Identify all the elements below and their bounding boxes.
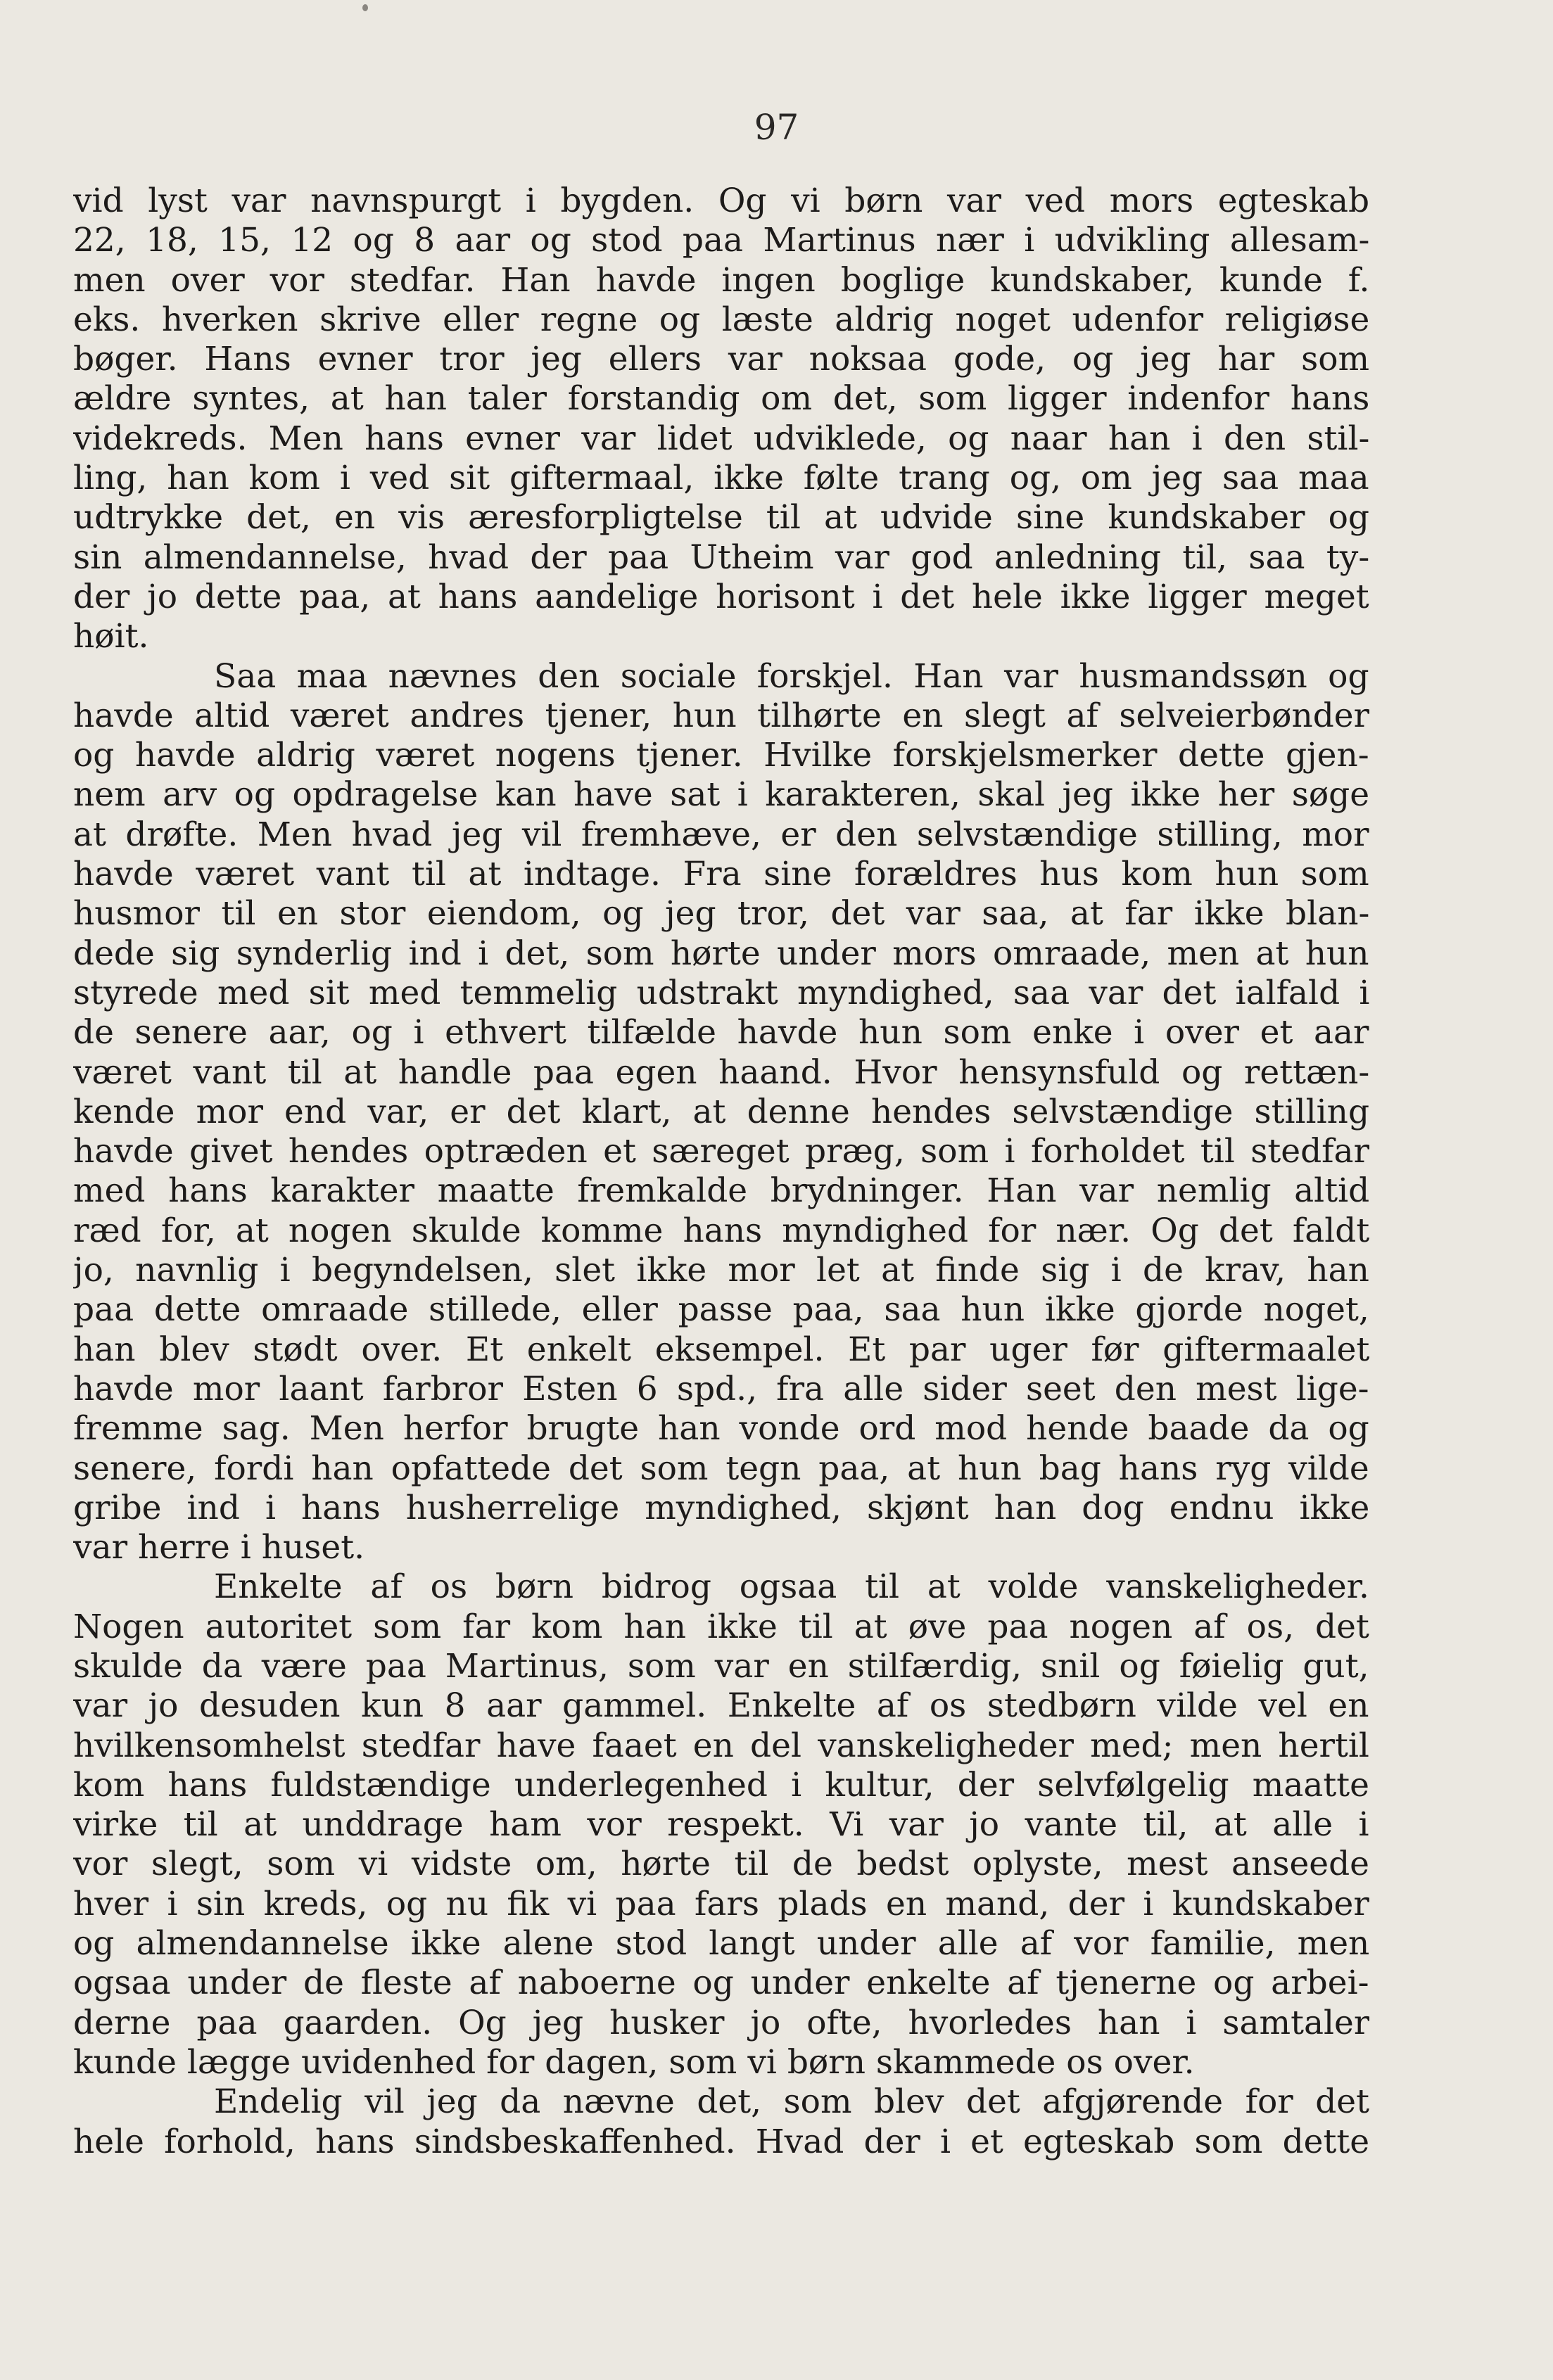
text-line: var jo desuden kun 8 aar gammel. Enkelte af os stedbørn vilde vel en xyxy=(73,1686,1369,1726)
text-line: fremme sag. Men herfor brugte han vonde ord mod hende baade da og xyxy=(73,1409,1369,1449)
text-line: sin almendannelse, hvad der paa Utheim var god anledning til, saa ty- xyxy=(73,537,1369,577)
text-line: senere, fordi han opfattede det som tegn paa, at hun bag hans ryg vilde xyxy=(73,1449,1369,1488)
text-line: og almendannelse ikke alene stod langt under alle af vor familie, men xyxy=(73,1924,1369,1964)
text-line: men over vor stedfar. Han havde ingen boglige kundskaber, kunde f. xyxy=(73,260,1369,300)
text-line: paa dette omraade stillede, eller passe paa, saa hun ikke gjorde noget, xyxy=(73,1290,1369,1330)
text-line: kom hans fuldstændige underlegenhed i kultur, der selvfølgelig maatte xyxy=(73,1765,1369,1805)
text-line: Enkelte af os børn bidrog ogsaa til at volde vanskeligheder. xyxy=(214,1567,1369,1607)
text-line: høit. xyxy=(73,617,149,656)
text-line: ældre syntes, at han taler forstandig om det, som ligger indenfor hans xyxy=(73,379,1369,419)
text-line: at drøfte. Men hvad jeg vil fremhæve, er den selvstændige stilling, mor xyxy=(73,815,1369,854)
text-line: eks. hverken skrive eller regne og læste aldrig noget udenfor religiøse xyxy=(73,300,1369,339)
text-line: kunde lægge uvidenhed for dagen, som vi børn skammede os over. xyxy=(73,2042,1195,2082)
body-text xyxy=(73,182,1369,2162)
text-line: derne paa gaarden. Og jeg husker jo ofte, hvorledes han i samtaler xyxy=(73,2003,1369,2042)
text-line: kende mor end var, er det klart, at denne hendes selvstændige stilling xyxy=(73,1092,1369,1131)
text-line: skulde da være paa Martinus, som var en stilfærdig, snil og føielig gut, xyxy=(73,1646,1369,1686)
text-line: med hans karakter maatte fremkalde brydninger. Han var nemlig altid xyxy=(73,1171,1369,1211)
text-line: og havde aldrig været nogens tjener. Hvilke forskjelsmerker dette gjen- xyxy=(73,736,1369,775)
text-line: hvilkensomhelst stedfar have faaet en del vanskeligheder med; men hertil xyxy=(73,1726,1369,1765)
text-line: videkreds. Men hans evner var lidet udviklede, og naar han i den stil- xyxy=(73,419,1369,458)
text-line: vid lyst var navnspurgt i bygden. Og vi børn var ved mors egteskab xyxy=(73,182,1369,220)
text-line: hele forhold, hans sindsbeskaffenhed. Hvad der i et egteskab som dette xyxy=(73,2122,1369,2161)
text-line: ling, han kom i ved sit giftermaal, ikke følte trang og, om jeg saa maa xyxy=(73,459,1369,498)
text-line: hver i sin kreds, og nu fik vi paa fars plads en mand, der i kundskaber xyxy=(73,1884,1369,1923)
text-line: havde mor laant farbror Esten 6 spd., fra alle sider seet den mest lige- xyxy=(73,1369,1369,1408)
text-line: Saa maa nævnes den sociale forskjel. Han var husmandssøn og xyxy=(214,656,1369,696)
text-line: nem arv og opdragelse kan have sat i karakteren, skal jeg ikke her søge xyxy=(73,775,1369,815)
text-line: havde været vant til at indtage. Fra sine forældres hus kom hun som xyxy=(73,855,1369,894)
text-line: været vant til at handle paa egen haand. Hvor hensynsfuld og rettæn- xyxy=(73,1052,1369,1092)
text-line: havde altid været andres tjener, hun tilhørte en slegt af selveierbønder xyxy=(73,696,1369,735)
text-line: der jo dette paa, at hans aandelige horisont i det hele ikke ligger meget xyxy=(73,577,1369,616)
text-line: vor slegt, som vi vidste om, hørte til de bedst oplyste, mest anseede xyxy=(73,1845,1369,1884)
text-line: Nogen autoritet som far kom han ikke til at øve paa nogen af os, det xyxy=(73,1607,1369,1646)
text-line: han blev stødt over. Et enkelt eksempel. Et par uger før giftermaalet xyxy=(73,1330,1369,1369)
text-line: havde givet hendes optræden et særeget præg, som i forholdet til stedfar xyxy=(73,1132,1369,1171)
page-number: 97 xyxy=(754,107,799,148)
text-line: virke til at unddrage ham vor respekt. Vi var jo vante til, at alle i xyxy=(73,1805,1369,1845)
text-line: bøger. Hans evner tror jeg ellers var noksaa gode, og jeg har som xyxy=(73,340,1369,379)
text-line: ræd for, at nogen skulde komme hans myndighed for nær. Og det faldt xyxy=(73,1211,1369,1250)
text-line: var herre i huset. xyxy=(73,1528,365,1567)
text-line: husmor til en stor eiendom, og jeg tror, det var saa, at far ikke blan- xyxy=(73,894,1369,934)
text-line: udtrykke det, en vis æresforpligtelse til at udvide sine kundskaber og xyxy=(73,498,1369,537)
text-line: 22, 18, 15, 12 og 8 aar og stod paa Martinus nær i udvikling allesam- xyxy=(73,221,1369,260)
text-line: Endelig vil jeg da nævne det, som blev det afgjørende for det xyxy=(214,2082,1369,2122)
speck-mark xyxy=(362,4,368,11)
text-line: jo, navnlig i begyndelsen, slet ikke mor let at finde sig i de krav, han xyxy=(73,1251,1369,1290)
text-line: styrede med sit med temmelig udstrakt myndighed, saa var det ialfald i xyxy=(73,973,1369,1012)
text-line: ogsaa under de fleste af naboerne og under enkelte af tjenerne og arbei- xyxy=(73,1964,1369,2003)
text-line: dede sig synderlig ind i det, som hørte under mors omraade, men at hun xyxy=(73,934,1369,973)
text-line: gribe ind i hans husherrelige myndighed, skjønt han dog endnu ikke xyxy=(73,1488,1369,1527)
text-line: de senere aar, og i ethvert tilfælde havde hun som enke i over et aar xyxy=(73,1013,1369,1052)
